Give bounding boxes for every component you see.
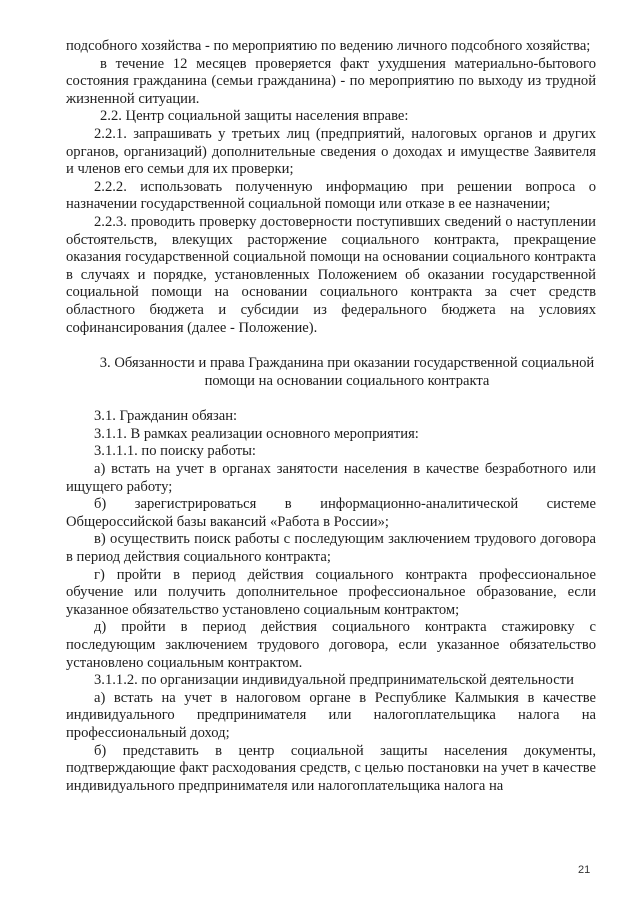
- section-heading: 2.2. Центр социальной защиты населения вправе:: [100, 108, 409, 125]
- paragraph: б) представить в центр социальной защиты населения документы, подтверждающие факт расходования средств, с целью постановки на учет в качестве индивидуального предпринимателя или налогоплательщика налога на: [66, 742, 596, 794]
- paragraph: 3.1.1.1. по поиску работы:: [94, 443, 256, 460]
- paragraph: 3.1.1. В рамках реализации основного мероприятия:: [94, 425, 419, 442]
- paragraph: 3.1. Гражданин обязан:: [94, 408, 238, 425]
- paragraph: д) пройти в период действия социального контракта стажировку с последующим заключением трудового договора, если указанное обязательство установлено социальным контрактом.: [66, 619, 596, 671]
- chapter-heading: 3. Обязанности и права Гражданина при оказании государственной социальной помощи на основании социального контракта: [99, 355, 595, 389]
- paragraph: в) осуществить поиск работы с последующим заключением трудового договора в период действия социального контракта;: [66, 531, 596, 566]
- paragraph: 2.2.3. проводить проверку достоверности поступивших сведений о наступлении обстоятельств, влекущих расторжение социального контракта, прекращение оказания государственной социальной помощи на основании социального контракта в случаях и порядке, установленных Положением об оказании государственной социальной помощи на основании социального контракта за счет средств областного бюджета и субсидии из федерального бюджета на условиях софинансирования (далее - Положение).: [66, 213, 596, 336]
- paragraph: 2.2.2. использовать полученную информацию при решении вопроса о назначении государственной социальной помощи или отказе в ее назначении;: [66, 178, 596, 213]
- paragraph: 2.2.1. запрашивать у третьих лиц (предприятий, налоговых органов и других органов, организаций) дополнительные сведения о доходах и имуществе Заявителя и членов его семьи для их проверки;: [66, 125, 596, 178]
- paragraph: в течение 12 месяцев проверяется факт ухудшения материально-бытового состояния гражданина (семьи гражданина) - по мероприятию по выходу из трудной жизненной ситуации.: [66, 55, 596, 107]
- paragraph: а) встать на учет в органах занятости населения в качестве безработного или ищущего работу;: [66, 461, 596, 495]
- paragraph: б) зарегистрироваться в информационно-аналитической системе Общероссийской базы вакансий «Работа в России»;: [66, 496, 596, 530]
- document-body: [66, 38, 596, 795]
- paragraph: а) встать на учет в налоговом органе в Республике Калмыкия в качестве индивидуального предпринимателя или налогоплательщика налога на профессиональный доход;: [66, 689, 596, 741]
- paragraph: г) пройти в период действия социального контракта профессиональное обучение или получить дополнительное профессиональное образование, если указанное обязательство установлено социальным контрактом;: [66, 566, 596, 618]
- paragraph: подсобного хозяйства - по мероприятию по ведению личного подсобного хозяйства;: [66, 38, 591, 54]
- paragraph: 3.1.1.2. по организации индивидуальной предпринимательской деятельности: [94, 672, 574, 689]
- page-number: 21: [578, 864, 591, 876]
